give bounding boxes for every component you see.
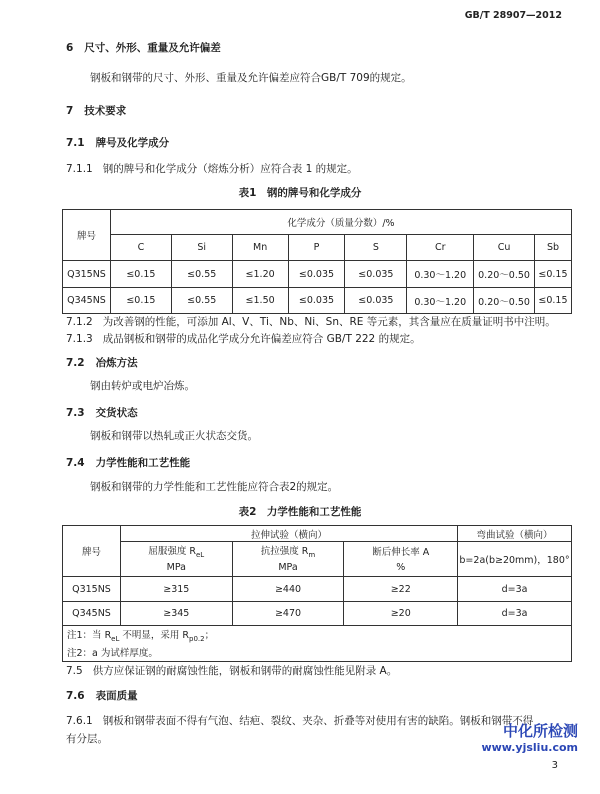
table-cell: d=3a (458, 602, 572, 626)
table-cell: ≤0.15 (110, 261, 171, 288)
table-1-column-header: P (288, 235, 345, 261)
section-title: 技术要求 (84, 105, 127, 117)
section-7-1-1 (66, 161, 358, 176)
table-cell: ≥345 (120, 602, 232, 626)
table-cell: ≤0.035 (288, 288, 345, 314)
section-7-3-text: 钢板和钢带以热轧或正火状态交货。 (90, 430, 258, 442)
table-1-grade-header: 牌号 (63, 210, 111, 261)
section-7-6-heading (66, 688, 138, 703)
table-row (63, 602, 572, 626)
table-2-bend-condition: b=2a(b≥20mm)，180° (458, 542, 572, 577)
table-cell: ≤0.15 (534, 288, 571, 314)
table-2-title: 表2 力学性能和工艺性能 (238, 506, 362, 518)
section-title: 交货状态 (95, 407, 138, 419)
column-name: 屈服强度 R (148, 545, 196, 557)
section-7-heading (66, 103, 126, 118)
section-number: 7.1.2 (66, 316, 93, 328)
note-subscript: p0.2 (189, 634, 205, 643)
section-7-6-1-continued: 有分层。 (66, 733, 108, 745)
section-number: 7.1.1 (66, 163, 93, 175)
table-cell: ≤1.20 (232, 261, 288, 288)
table-2-tensile-unit: MPa (232, 560, 344, 577)
section-number: 7.6.1 (66, 715, 93, 727)
section-title: 表面质量 (95, 690, 138, 702)
table-cell: 0.20～0.50 (474, 288, 535, 314)
table-cell: ≥22 (344, 577, 458, 602)
table-2-yield-header (120, 542, 232, 560)
section-7-3-heading (66, 405, 138, 420)
note-text: 不明显，采用 R (119, 629, 190, 641)
table-cell: ≤0.035 (345, 261, 407, 288)
table-1-group-header: 化学成分（质量分数）/% (110, 210, 571, 235)
table-1-column-header: Si (171, 235, 232, 261)
section-7-6-1 (66, 713, 533, 728)
section-number: 7.4 (66, 457, 85, 469)
table-cell: ≤0.55 (171, 288, 232, 314)
table-2-grade-cell: Q315NS (63, 577, 121, 602)
section-7-2-text: 钢由转炉或电炉冶炼。 (90, 380, 195, 392)
section-6-text: 钢板和钢带的尺寸、外形、重量及允许偏差应符合GB/T 709的规定。 (90, 72, 412, 84)
section-7-4-heading (66, 455, 190, 470)
section-number: 7 (66, 105, 74, 117)
table-2-bend-header: 弯曲试验（横向） (458, 526, 572, 542)
section-7-1-2 (66, 314, 556, 329)
table-cell: ≥470 (232, 602, 344, 626)
table-2-tensile-strength-header (232, 542, 344, 560)
section-number: 7.6 (66, 690, 85, 702)
section-title: 尺寸、外形、重量及允许偏差 (84, 42, 221, 54)
table-1-column-header: Cr (407, 235, 474, 261)
section-7-5 (66, 663, 397, 678)
section-title: 力学性能和工艺性能 (95, 457, 191, 469)
note-text: 注1：当 R (67, 629, 112, 641)
table-1-column-header: Mn (232, 235, 288, 261)
table-row (63, 577, 572, 602)
table-1-column-header: Cu (474, 235, 535, 261)
page-number: 3 (551, 760, 558, 771)
table-cell: ≥20 (344, 602, 458, 626)
table-cell: ≤0.035 (345, 288, 407, 314)
table-row (63, 288, 572, 314)
table-2-tensile-header: 拉伸试验（横向） (120, 526, 457, 542)
table-2 (62, 525, 572, 662)
section-number: 7.1.3 (66, 333, 93, 345)
table-1 (62, 209, 572, 314)
section-text: 钢板和钢带表面不得有气泡、结疤、裂纹、夹杂、折叠等对使用有害的缺陷。钢板和钢带不得 (102, 715, 534, 727)
table-1-grade-cell: Q345NS (63, 288, 111, 314)
table-1-column-header: C (110, 235, 171, 261)
column-subscript: eL (196, 550, 205, 559)
note-text: ； (204, 629, 215, 641)
section-6-heading (66, 40, 221, 55)
table-1-grade-cell: Q315NS (63, 261, 111, 288)
watermark-url: www.yjsliu.com (481, 741, 578, 754)
table-cell: ≤0.15 (534, 261, 571, 288)
section-number: 6 (66, 42, 74, 54)
table-2-note-1 (63, 626, 572, 644)
watermark-title: 中化所检测 (502, 722, 578, 740)
section-number: 7.3 (66, 407, 85, 419)
section-7-2-heading (66, 355, 138, 370)
note-subscript: eL (111, 634, 120, 643)
table-cell: ≥315 (120, 577, 232, 602)
table-cell: 0.30～1.20 (407, 288, 474, 314)
table-cell: 0.20～0.50 (474, 261, 535, 288)
section-text: 供方应保证钢的耐腐蚀性能，钢板和钢带的耐腐蚀性能见附录 A。 (92, 665, 398, 677)
column-subscript: m (308, 550, 316, 559)
table-cell: ≥440 (232, 577, 344, 602)
column-name: 抗拉强度 R (260, 545, 309, 557)
table-cell: ≤0.15 (110, 288, 171, 314)
table-cell: d=3a (458, 577, 572, 602)
table-cell: ≤0.55 (171, 261, 232, 288)
section-text: 钢的牌号和化学成分（熔炼分析）应符合表 1 的规定。 (102, 163, 358, 175)
table-2-grade-cell: Q345NS (63, 602, 121, 626)
table-1-column-header: S (345, 235, 407, 261)
table-1-column-header: Sb (534, 235, 571, 261)
section-number: 7.2 (66, 357, 85, 369)
table-2-note-2: 注2：a 为试样厚度。 (63, 644, 572, 662)
table-2-yield-unit: MPa (120, 560, 232, 577)
section-7-4-text: 钢板和钢带的力学性能和工艺性能应符合表2的规定。 (90, 481, 339, 493)
table-cell: 0.30～1.20 (407, 261, 474, 288)
section-number: 7.5 (66, 665, 83, 677)
table-cell: ≤0.035 (288, 261, 345, 288)
standard-number: GB/T 28907—2012 (464, 10, 562, 21)
section-title: 冶炼方法 (95, 357, 138, 369)
section-7-1-heading (66, 135, 169, 150)
table-1-title: 表1 钢的牌号和化学成分 (238, 187, 362, 199)
section-text: 为改善钢的性能，可添加 Al、V、Ti、Nb、Ni、Sn、RE 等元素，其含量应在质量证明书中注明。 (102, 316, 556, 328)
section-number: 7.1 (66, 137, 85, 149)
table-2-grade-header: 牌号 (63, 526, 121, 577)
table-cell: ≤1.50 (232, 288, 288, 314)
section-text: 成品钢板和钢带的成品化学成分允许偏差应符合 GB/T 222 的规定。 (102, 333, 421, 345)
section-7-1-3 (66, 331, 421, 346)
table-2-elongation-unit: % (344, 560, 458, 577)
table-2-elongation-header: 断后伸长率 A (344, 542, 458, 560)
section-title: 牌号及化学成分 (95, 137, 170, 149)
table-row (63, 261, 572, 288)
